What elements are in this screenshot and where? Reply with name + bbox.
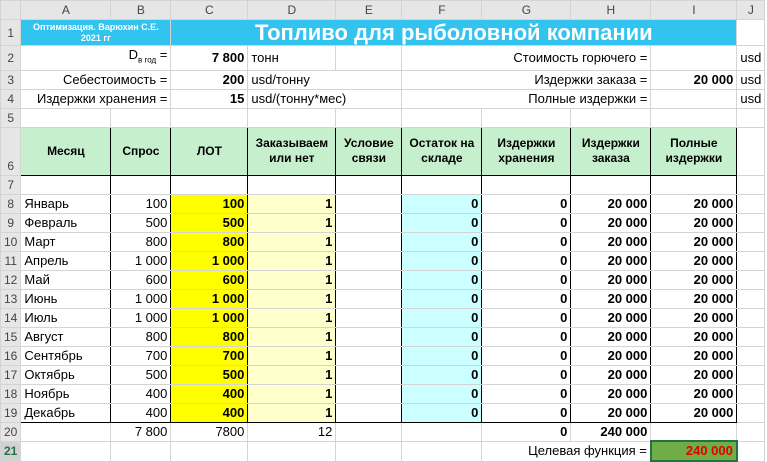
month-cell[interactable]: Июнь [21, 289, 111, 308]
cell[interactable] [737, 346, 765, 365]
demand-cell[interactable]: 1 000 [111, 251, 171, 270]
row-header[interactable]: 3 [1, 70, 21, 89]
link-condition-cell[interactable] [336, 308, 402, 327]
cell[interactable] [571, 108, 651, 127]
holding-label-cell[interactable]: Издержки хранения = [21, 89, 171, 108]
demand-label-cell[interactable] [21, 46, 171, 71]
cost-value-cell[interactable]: 200 [171, 70, 248, 89]
order-cost-unit-cell[interactable]: usd [737, 70, 765, 89]
row-header[interactable]: 9 [1, 213, 21, 232]
header-demand[interactable]: Спрос [111, 127, 171, 175]
holding-cost-cell[interactable]: 0 [482, 308, 571, 327]
total-cost-value-cell[interactable] [651, 89, 737, 108]
order-flag-cell[interactable]: 1 [248, 232, 336, 251]
title-author-cell[interactable]: Оптимизация. Варюхин С.Е. 2021 гг [21, 20, 171, 46]
cost-label-cell[interactable]: Себестоимость = [21, 70, 171, 89]
cell[interactable] [21, 108, 111, 127]
order-flag-cell[interactable]: 1 [248, 270, 336, 289]
order-cost-cell[interactable]: 20 000 [571, 327, 651, 346]
order-flag-cell[interactable]: 1 [248, 365, 336, 384]
order-cost-cell[interactable]: 20 000 [571, 365, 651, 384]
order-cost-cell[interactable]: 20 000 [571, 384, 651, 403]
row-header[interactable]: 15 [1, 327, 21, 346]
order-cost-cell[interactable]: 20 000 [571, 251, 651, 270]
table-row [1, 251, 765, 270]
order-flag-cell[interactable]: 1 [248, 251, 336, 270]
select-all-corner[interactable] [1, 1, 21, 20]
order-flag-cell[interactable]: 1 [248, 213, 336, 232]
lot-cell[interactable]: 700 [171, 346, 248, 365]
link-condition-cell[interactable] [336, 194, 402, 213]
stock-cell[interactable]: 0 [402, 327, 482, 346]
total-cost-cell[interactable]: 20 000 [651, 308, 737, 327]
total-cost-unit-cell[interactable]: usd [737, 89, 765, 108]
cell[interactable] [737, 20, 765, 46]
demand-cell[interactable]: 400 [111, 403, 171, 422]
cell[interactable] [111, 441, 171, 461]
stock-cell[interactable]: 0 [402, 384, 482, 403]
demand-label: D [128, 47, 138, 62]
row-header[interactable]: 18 [1, 384, 21, 403]
total-lot-cell[interactable]: 7800 [171, 422, 248, 441]
lot-cell[interactable]: 500 [171, 365, 248, 384]
order-cost-cell[interactable]: 20 000 [571, 232, 651, 251]
total-cost-cell[interactable]: 20 000 [651, 327, 737, 346]
month-cell[interactable]: Август [21, 327, 111, 346]
demand-cell[interactable]: 500 [111, 365, 171, 384]
table-row [1, 232, 765, 251]
cell[interactable] [571, 175, 651, 194]
cell[interactable] [111, 175, 171, 194]
holding-cost-cell[interactable]: 0 [482, 194, 571, 213]
link-condition-cell[interactable] [336, 346, 402, 365]
demand-cell[interactable]: 700 [111, 346, 171, 365]
holding-cost-cell[interactable]: 0 [482, 327, 571, 346]
order-flag-cell[interactable]: 1 [248, 194, 336, 213]
link-condition-cell[interactable] [336, 365, 402, 384]
stock-cell[interactable]: 0 [402, 346, 482, 365]
header-month[interactable]: Месяц [21, 127, 111, 175]
cell[interactable] [482, 175, 571, 194]
cell[interactable] [737, 384, 765, 403]
column-header-c[interactable]: C [171, 1, 248, 20]
table-row [1, 327, 765, 346]
total-cost-cell[interactable]: 20 000 [651, 289, 737, 308]
order-flag-cell[interactable]: 1 [248, 384, 336, 403]
cell[interactable] [248, 108, 336, 127]
demand-cell[interactable]: 800 [111, 232, 171, 251]
row-header[interactable]: 12 [1, 270, 21, 289]
total-cost-cell[interactable]: 20 000 [651, 232, 737, 251]
header-total-cost[interactable]: Полные издержки [651, 127, 737, 175]
cell[interactable] [402, 422, 482, 441]
cell[interactable] [171, 175, 248, 194]
cell[interactable] [737, 308, 765, 327]
table-row [1, 308, 765, 327]
cost-unit-cell[interactable]: usd/тонну [248, 70, 402, 89]
cell[interactable] [737, 251, 765, 270]
month-cell[interactable]: Сентябрь [21, 346, 111, 365]
cell[interactable] [336, 108, 402, 127]
cell[interactable] [737, 365, 765, 384]
total-cost-cell[interactable]: 20 000 [651, 403, 737, 422]
lot-cell[interactable]: 1 000 [171, 251, 248, 270]
order-cost-label-cell[interactable]: Издержки заказа = [402, 70, 651, 89]
cell[interactable] [737, 213, 765, 232]
demand-cell[interactable]: 1 000 [111, 308, 171, 327]
cell[interactable] [737, 175, 765, 194]
cell[interactable] [402, 441, 482, 461]
title-cell[interactable]: Топливо для рыболовной компании [171, 20, 737, 46]
table-row [1, 346, 765, 365]
cell[interactable] [737, 127, 765, 175]
cell[interactable] [737, 270, 765, 289]
row-header[interactable]: 5 [1, 108, 21, 127]
month-cell[interactable]: Март [21, 232, 111, 251]
column-header-b[interactable]: B [111, 1, 171, 20]
demand-cell[interactable]: 500 [111, 213, 171, 232]
total-cost-cell[interactable]: 20 000 [651, 251, 737, 270]
row-header[interactable]: 16 [1, 346, 21, 365]
lot-cell[interactable]: 500 [171, 213, 248, 232]
total-cost-cell[interactable]: 20 000 [651, 346, 737, 365]
stock-cell[interactable]: 0 [402, 289, 482, 308]
order-cost-value-cell[interactable]: 20 000 [651, 70, 737, 89]
month-cell[interactable]: Октябрь [21, 365, 111, 384]
order-flag-cell[interactable]: 1 [248, 308, 336, 327]
stock-cell[interactable]: 0 [402, 213, 482, 232]
column-header-a[interactable]: A [21, 1, 111, 20]
stock-cell[interactable]: 0 [402, 403, 482, 422]
total-cost-cell[interactable]: 20 000 [651, 365, 737, 384]
demand-cell[interactable]: 400 [111, 384, 171, 403]
holding-cost-cell[interactable]: 0 [482, 365, 571, 384]
cell[interactable] [737, 422, 765, 441]
table-row [1, 194, 765, 213]
link-condition-cell[interactable] [336, 289, 402, 308]
row-header[interactable]: 14 [1, 308, 21, 327]
total-cost-label-cell[interactable]: Полные издержки = [402, 89, 651, 108]
order-flag-cell[interactable]: 1 [248, 289, 336, 308]
cell[interactable] [737, 194, 765, 213]
column-header-f[interactable]: F [402, 1, 482, 20]
holding-cost-cell[interactable]: 0 [482, 346, 571, 365]
column-header-j[interactable]: J [737, 1, 765, 20]
stock-cell[interactable]: 0 [402, 270, 482, 289]
holding-cost-cell[interactable]: 0 [482, 213, 571, 232]
order-cost-cell[interactable]: 20 000 [571, 194, 651, 213]
demand-cell[interactable]: 800 [111, 327, 171, 346]
cell[interactable] [737, 403, 765, 422]
row-header-active[interactable]: 21 [1, 441, 21, 461]
row-header[interactable]: 20 [1, 422, 21, 441]
cell[interactable] [737, 232, 765, 251]
demand-eq: = [159, 47, 168, 62]
lot-cell[interactable]: 400 [171, 403, 248, 422]
fuel-cost-unit-cell[interactable]: usd [737, 46, 765, 71]
stock-cell[interactable]: 0 [402, 194, 482, 213]
cell[interactable] [21, 175, 111, 194]
demand-label-sub: в год [137, 55, 157, 65]
stock-cell[interactable]: 0 [402, 232, 482, 251]
lot-cell[interactable]: 400 [171, 384, 248, 403]
cell[interactable] [737, 441, 765, 461]
lot-cell[interactable]: 600 [171, 270, 248, 289]
table-row [1, 289, 765, 308]
total-cost-cell[interactable]: 20 000 [651, 270, 737, 289]
row-header[interactable]: 10 [1, 232, 21, 251]
objective-value-cell[interactable]: 240 000 [651, 441, 737, 461]
cell[interactable] [651, 175, 737, 194]
stock-cell[interactable]: 0 [402, 251, 482, 270]
stock-cell[interactable]: 0 [402, 365, 482, 384]
holding-cost-cell[interactable]: 0 [482, 251, 571, 270]
table-row [1, 213, 765, 232]
total-order-cost-cell[interactable]: 240 000 [571, 422, 651, 441]
header-stock[interactable]: Остаток на складе [402, 127, 482, 175]
total-cost-cell[interactable]: 20 000 [651, 194, 737, 213]
row-header[interactable]: 17 [1, 365, 21, 384]
table-row [1, 384, 765, 403]
month-cell[interactable]: Июль [21, 308, 111, 327]
total-order-flag-cell[interactable]: 12 [248, 422, 336, 441]
cell[interactable] [737, 289, 765, 308]
order-cost-cell[interactable]: 20 000 [571, 289, 651, 308]
month-cell[interactable]: Ноябрь [21, 384, 111, 403]
total-cost-cell[interactable]: 20 000 [651, 384, 737, 403]
order-cost-cell[interactable]: 20 000 [571, 270, 651, 289]
cell[interactable] [651, 108, 737, 127]
lot-cell[interactable]: 1 000 [171, 308, 248, 327]
cell[interactable] [737, 327, 765, 346]
cell[interactable] [21, 422, 111, 441]
table-row [1, 270, 765, 289]
cell[interactable] [21, 441, 111, 461]
holding-cost-cell[interactable]: 0 [482, 289, 571, 308]
objective-label-cell[interactable]: Целевая функция = [482, 441, 651, 461]
link-condition-cell[interactable] [336, 270, 402, 289]
header-link-condition[interactable]: Условие связи [336, 127, 402, 175]
link-condition-cell[interactable] [336, 403, 402, 422]
cell[interactable] [171, 441, 248, 461]
total-cost-cell[interactable]: 20 000 [651, 213, 737, 232]
order-flag-cell[interactable]: 1 [248, 346, 336, 365]
holding-value-cell[interactable]: 15 [171, 89, 248, 108]
column-header-i[interactable]: I [651, 1, 737, 20]
cell[interactable] [336, 46, 402, 71]
link-condition-cell[interactable] [336, 251, 402, 270]
holding-cost-cell[interactable]: 0 [482, 403, 571, 422]
link-condition-cell[interactable] [336, 327, 402, 346]
link-condition-cell[interactable] [336, 384, 402, 403]
row-header[interactable]: 19 [1, 403, 21, 422]
cell[interactable] [336, 175, 402, 194]
fuel-cost-value-cell[interactable] [651, 46, 737, 71]
holding-cost-cell[interactable]: 0 [482, 232, 571, 251]
order-cost-cell[interactable]: 20 000 [571, 213, 651, 232]
lot-cell[interactable]: 1 000 [171, 289, 248, 308]
cell[interactable] [248, 175, 336, 194]
demand-cell[interactable]: 100 [111, 194, 171, 213]
month-cell[interactable]: Февраль [21, 213, 111, 232]
holding-unit-cell[interactable]: usd/(тонну*мес) [248, 89, 402, 108]
total-holding-cost-cell[interactable]: 0 [482, 422, 571, 441]
header-holding-cost[interactable]: Издержки хранения [482, 127, 571, 175]
row-header[interactable]: 1 [1, 20, 21, 46]
column-header-e[interactable]: E [336, 1, 402, 20]
cell[interactable] [402, 175, 482, 194]
month-cell[interactable]: Апрель [21, 251, 111, 270]
order-cost-cell[interactable]: 20 000 [571, 346, 651, 365]
total-demand-cell[interactable]: 7 800 [111, 422, 171, 441]
order-flag-cell[interactable]: 1 [248, 403, 336, 422]
holding-cost-cell[interactable]: 0 [482, 384, 571, 403]
column-header-h[interactable]: H [571, 1, 651, 20]
month-cell[interactable]: Январь [21, 194, 111, 213]
lot-cell[interactable]: 800 [171, 327, 248, 346]
lot-cell[interactable]: 800 [171, 232, 248, 251]
month-cell[interactable]: Декабрь [21, 403, 111, 422]
cell[interactable] [402, 108, 482, 127]
table-row [1, 365, 765, 384]
header-order-cost[interactable]: Издержки заказа [571, 127, 651, 175]
cell[interactable] [336, 422, 402, 441]
cell[interactable] [111, 108, 171, 127]
header-lot[interactable]: ЛОТ [171, 127, 248, 175]
cell[interactable] [336, 441, 402, 461]
cell[interactable] [482, 108, 571, 127]
demand-cell[interactable]: 1 000 [111, 289, 171, 308]
column-header-g[interactable]: G [482, 1, 571, 20]
lot-cell[interactable]: 100 [171, 194, 248, 213]
cell[interactable] [248, 441, 336, 461]
order-cost-cell[interactable]: 20 000 [571, 308, 651, 327]
row-header[interactable]: 2 [1, 46, 21, 71]
column-header-d[interactable]: D [248, 1, 336, 20]
cell[interactable] [171, 108, 248, 127]
cell[interactable] [651, 422, 737, 441]
row-header[interactable]: 13 [1, 289, 21, 308]
stock-cell[interactable]: 0 [402, 308, 482, 327]
holding-cost-cell[interactable]: 0 [482, 270, 571, 289]
row-header[interactable]: 7 [1, 175, 21, 194]
row-header[interactable]: 4 [1, 89, 21, 108]
demand-value-cell[interactable]: 7 800 [171, 46, 248, 71]
fuel-cost-label-cell[interactable]: Стоимость горючего = [402, 46, 651, 71]
order-cost-cell[interactable]: 20 000 [571, 403, 651, 422]
cell[interactable] [737, 108, 765, 127]
row-header[interactable]: 6 [1, 127, 21, 175]
link-condition-cell[interactable] [336, 232, 402, 251]
table-row [1, 403, 765, 422]
demand-cell[interactable]: 600 [111, 270, 171, 289]
month-cell[interactable]: Май [21, 270, 111, 289]
row-header[interactable]: 11 [1, 251, 21, 270]
row-header[interactable]: 8 [1, 194, 21, 213]
order-flag-cell[interactable]: 1 [248, 327, 336, 346]
link-condition-cell[interactable] [336, 213, 402, 232]
demand-unit-cell[interactable]: тонн [248, 46, 336, 71]
header-order-flag[interactable]: Заказываем или нет [248, 127, 336, 175]
